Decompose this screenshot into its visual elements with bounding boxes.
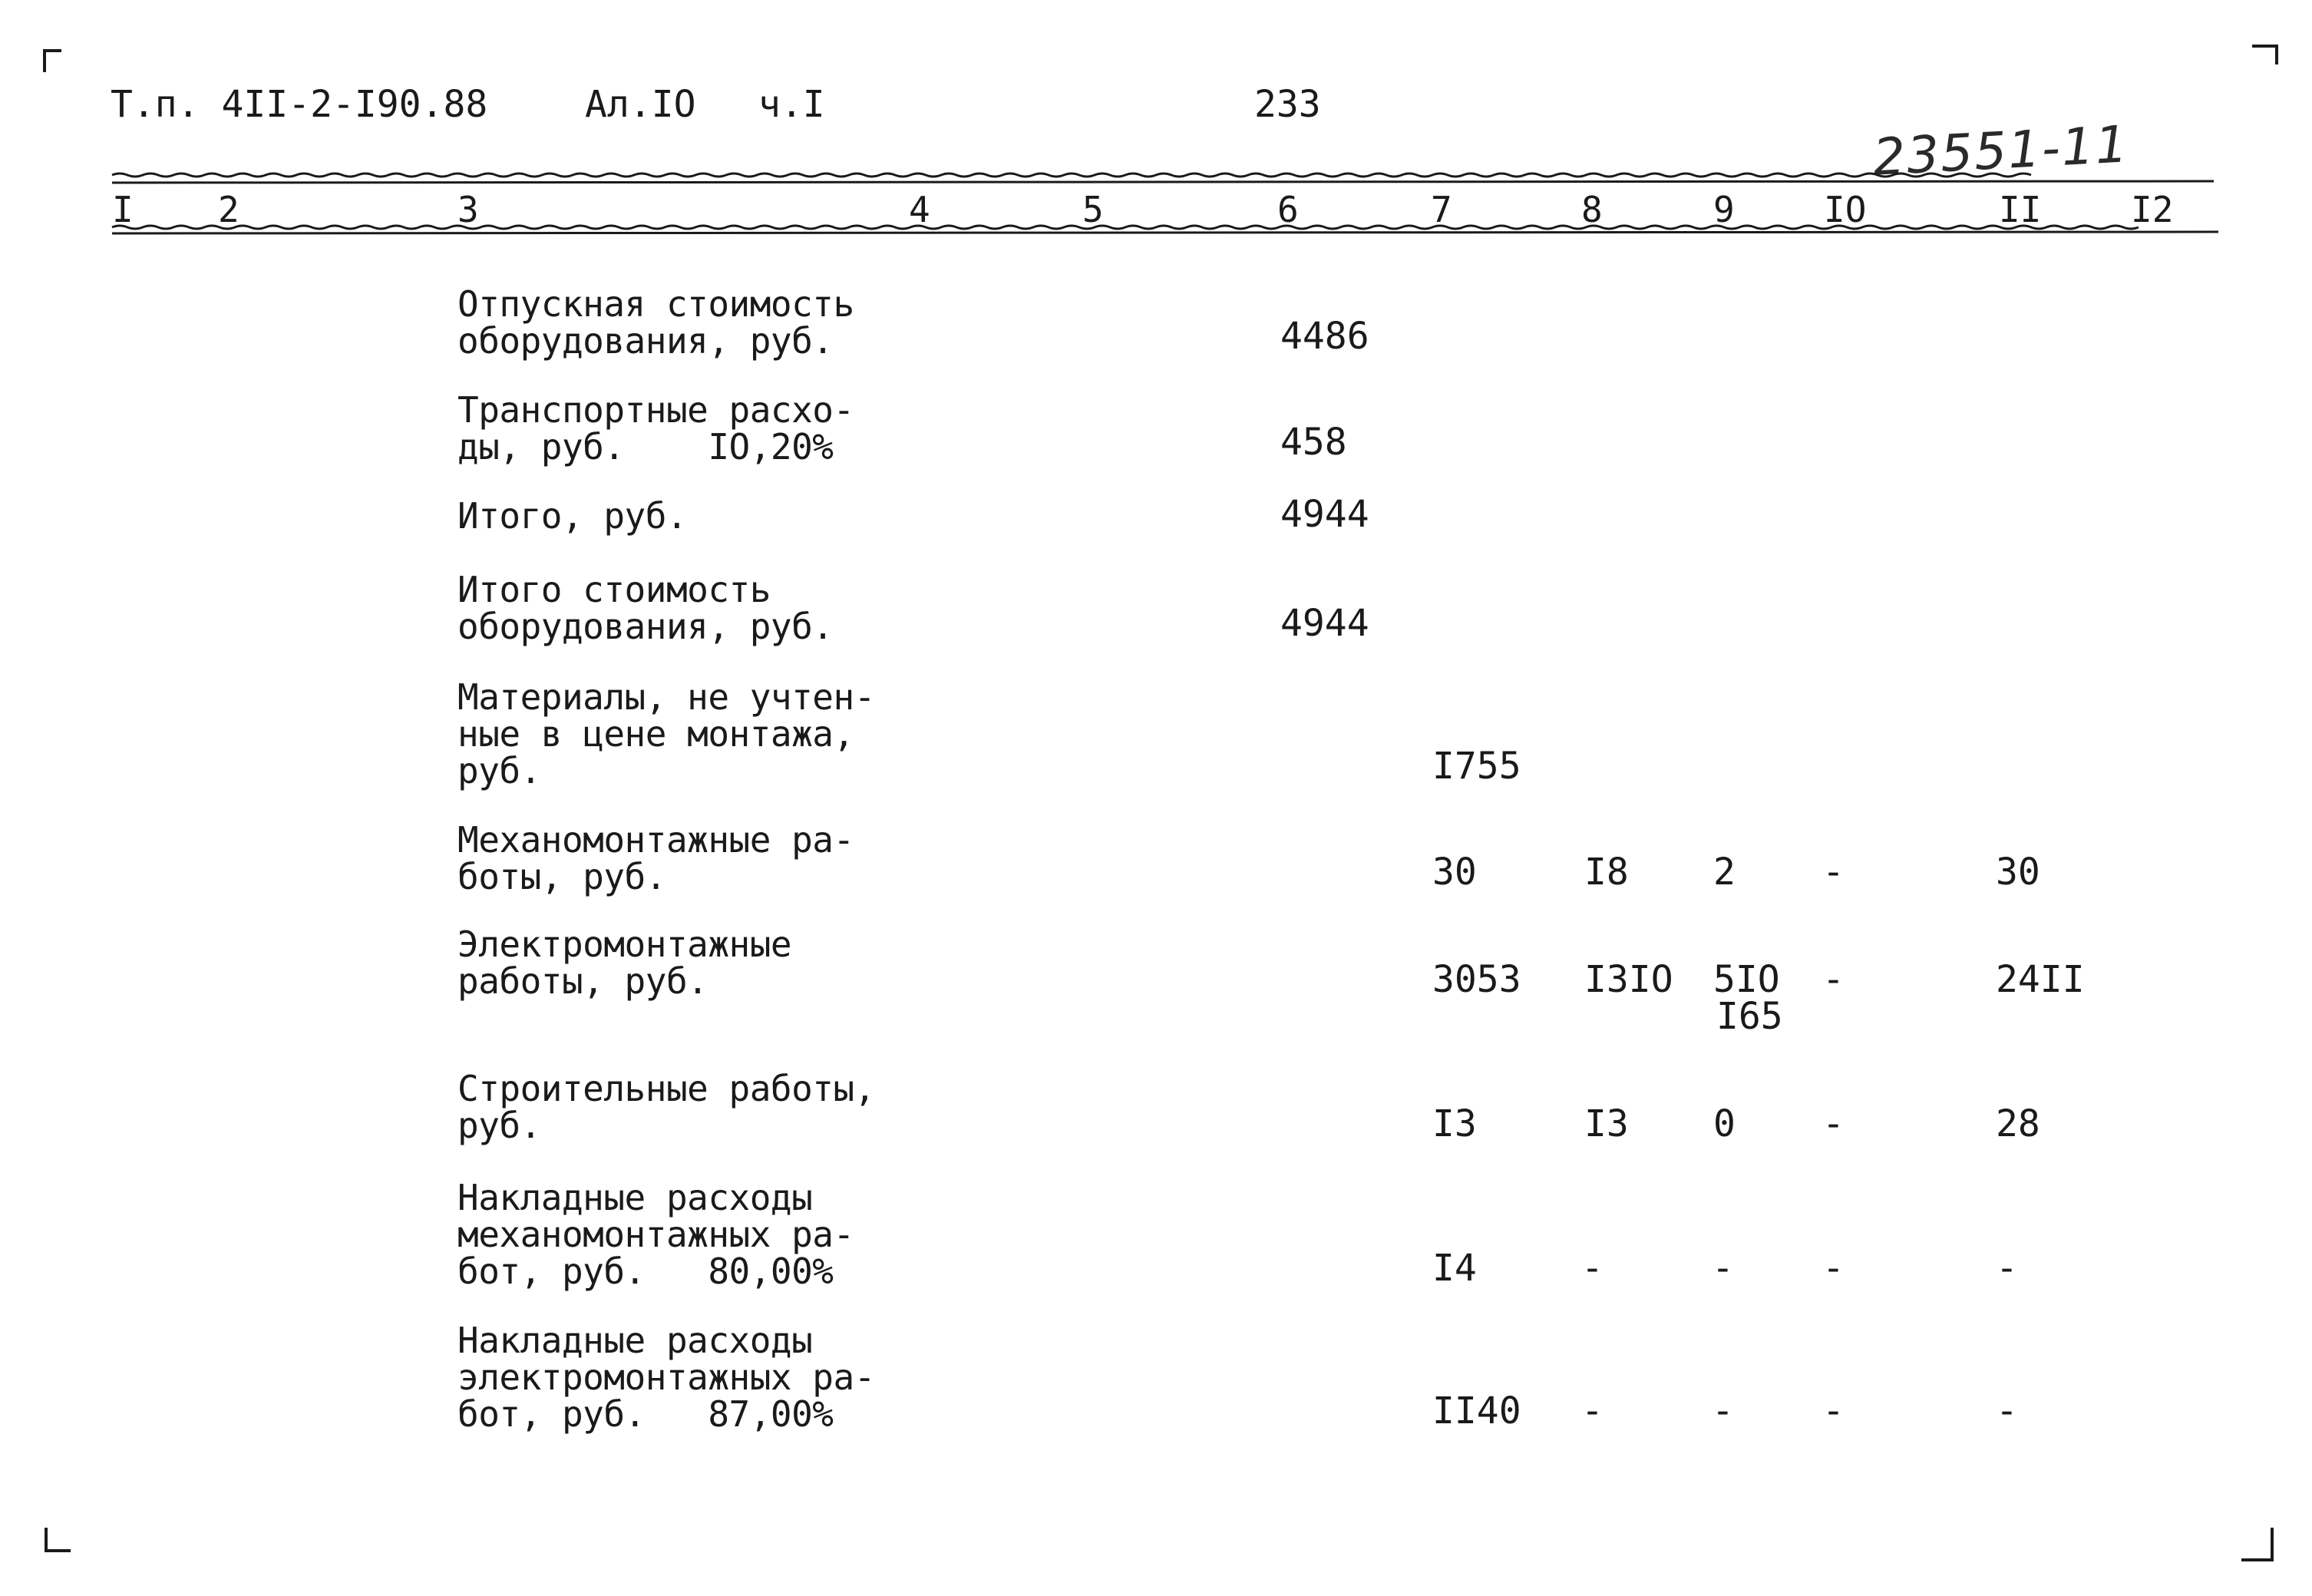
row-6-col11: 30 — [1996, 851, 2040, 894]
row-10-col11: - — [1996, 1389, 2018, 1432]
row-8-col9: 0 — [1713, 1102, 1736, 1145]
row-8-label: Строительные работы, руб. — [457, 1068, 875, 1146]
row-9-col8: - — [1581, 1247, 1604, 1290]
row-2-col6: 458 — [1280, 421, 1347, 464]
row-7-col9: 5IO — [1713, 958, 1780, 1001]
row-6-col8: I8 — [1584, 851, 1629, 894]
row-7-col11: 24II — [1996, 958, 2085, 1001]
column-number-6: 6 — [1277, 189, 1299, 230]
row-9-label: Накладные расходы механомонтажных ра- бот, руб. 80,00% — [457, 1177, 854, 1292]
page-number: 233 — [1254, 83, 1321, 126]
column-number-4: 4 — [909, 189, 930, 230]
row-6-col10: - — [1822, 851, 1845, 894]
row-5-label: Материалы, не учтен- ные в цене монтажа, руб. — [457, 676, 875, 791]
corner-mark-bottom-right — [2241, 1528, 2274, 1561]
column-number-8: 8 — [1581, 189, 1603, 230]
header-rule-top-2 — [112, 181, 2214, 183]
column-number-10: IO — [1824, 189, 1867, 230]
column-number-7: 7 — [1431, 189, 1452, 230]
table-rules — [0, 0, 2312, 261]
row-6-col9: 2 — [1713, 851, 1736, 894]
column-number-3: 3 — [457, 189, 479, 230]
row-8-col8: I3 — [1584, 1102, 1629, 1145]
album-number: Ал.IO — [585, 83, 696, 126]
row-9-col11: - — [1996, 1247, 2018, 1290]
row-7-col7: 3053 — [1432, 958, 1521, 1001]
row-6-label: Механомонтажные ра- боты, руб. — [457, 819, 854, 897]
column-number-2: 2 — [218, 189, 239, 230]
row-4-col6: 4944 — [1280, 602, 1369, 645]
row-2-label: Транспортные расхо- ды, руб. IO,20% — [457, 389, 854, 468]
project-code: Т.п. 4II-2-I90.88 — [111, 83, 488, 126]
row-4-label: Итого стоимость оборудования, руб. — [457, 569, 834, 647]
row-6-col7: 30 — [1432, 851, 1477, 894]
row-3-label: Итого, руб. — [457, 495, 688, 537]
row-9-col10: - — [1822, 1247, 1845, 1290]
row-8-col10: - — [1822, 1102, 1845, 1145]
row-10-col9: - — [1712, 1389, 1734, 1432]
header-rule-bottom-2 — [112, 232, 2218, 233]
row-3-col6: 4944 — [1280, 493, 1369, 536]
row-10-label: Накладные расходы электромонтажных ра- бот, руб. 87,00% — [457, 1320, 875, 1435]
row-7-label: Электромонтажные работы, руб. — [457, 924, 792, 1002]
row-10-col8: - — [1581, 1389, 1604, 1432]
row-1-col6: 4486 — [1280, 315, 1369, 358]
archive-number: 23551-11 — [1871, 114, 2131, 187]
row-1-label: Отпускная стоимость оборудования, руб. — [457, 283, 854, 362]
row-7-col10: - — [1822, 958, 1845, 1001]
row-10-col10: - — [1822, 1389, 1845, 1432]
row-10-col7: II40 — [1432, 1389, 1521, 1432]
column-number-12: I2 — [2131, 189, 2174, 230]
row-9-col7: I4 — [1432, 1247, 1477, 1290]
header-rule-top-1 — [112, 173, 2031, 177]
column-number-11: II — [1999, 189, 2042, 230]
row-5-col7: I755 — [1432, 745, 1521, 788]
row-9-col9: - — [1712, 1247, 1734, 1290]
column-number-1: I — [112, 189, 134, 230]
column-number-9: 9 — [1713, 189, 1735, 230]
corner-mark-bottom-left — [45, 1528, 71, 1552]
row-8-col11: 28 — [1996, 1102, 2040, 1145]
row-7-col9-second: I65 — [1716, 995, 1783, 1038]
part-number: ч.I — [758, 83, 825, 126]
column-number-5: 5 — [1082, 189, 1104, 230]
row-7-col8: I3IO — [1584, 958, 1673, 1001]
row-8-col7: I3 — [1432, 1102, 1477, 1145]
